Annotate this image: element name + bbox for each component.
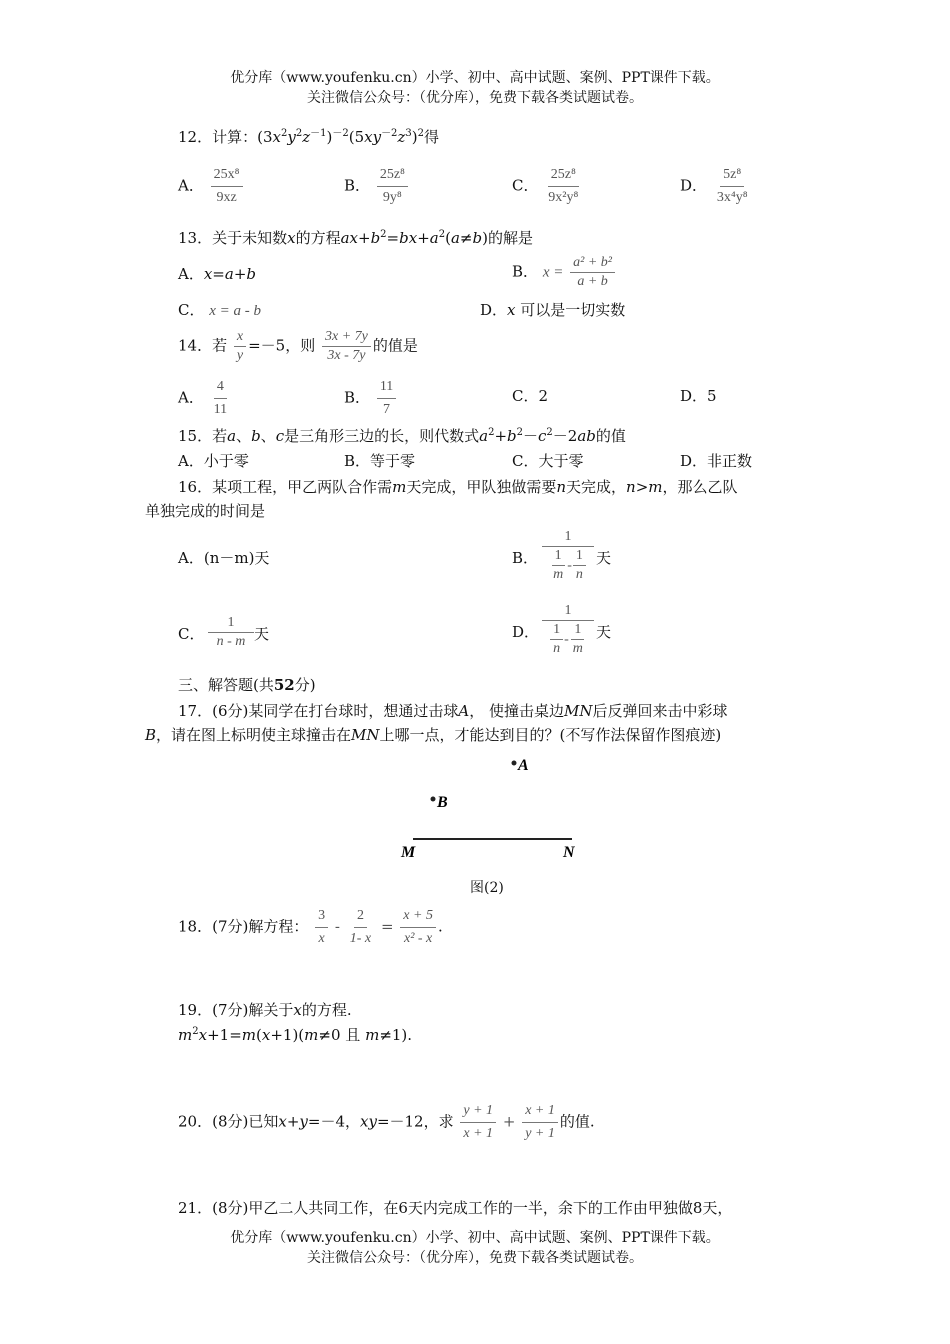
q17-text-e: 上哪一点，才能达到目的？(不写作法保留作图痕迹) [379,726,722,744]
section-title-end: 分) [294,676,316,694]
option-label: B． [512,549,539,567]
section-points: 52 [273,676,295,694]
unit-text: 天 [596,549,612,567]
figure-caption: 图(2) [470,880,504,896]
page-footer [0,1228,950,1268]
option-text: (n－m)天 [203,549,270,567]
q14-option-a [178,376,232,421]
denominator: x² - x [403,931,433,946]
q16-text-c: 天完成， [566,478,627,496]
label-m: M [401,844,416,861]
denominator: a + b [577,274,608,289]
q12-option-a [178,164,245,209]
numerator: x [234,328,246,347]
fraction [211,376,230,421]
option-label: C． [178,625,205,643]
numerator: 1 [573,547,586,566]
denominator: 9xz [216,190,237,205]
q21-stem: 21．(8分)甲乙二人共同工作，在6天内完成工作的一半，余下的工作由甲独做8天， [178,1199,733,1217]
numerator: 4 [214,376,227,399]
ball-b-point [431,797,436,802]
q13-option-c [178,300,261,321]
numerator: 2 [354,905,367,928]
fraction [714,164,751,209]
option-label: C． [512,387,539,405]
q17-text-c: 后反弹回来击中彩球 [592,702,728,720]
denominator: m [572,641,583,656]
header-line-1: 优分库（www.youfenku.cn）小学、初中、高中试题、案例、PPT课件下载。 [230,70,720,86]
denominator: $\frac{1}{m}$ - $\frac{1}{n}$ [550,547,586,584]
q14-option-b [344,376,398,421]
q14-mid: =－5，则 [248,336,316,355]
unit-text: 天 [254,625,270,643]
denominator: n - m [216,634,246,649]
option-label: A． [178,549,204,567]
denominator: 9x²y⁸ [548,190,579,205]
q17-text-a: 17．(6分)某同学在打台球时，想通过击球 [178,702,459,720]
q18-stem: 18．(7分)解方程： $\frac{3}{x}$ - $\frac{2}{1- x}$ = $\frac{x + 5}{\text{x² - x}}$ . [178,905,443,950]
denominator: 9y⁸ [382,190,402,205]
numerator: x + 5 [400,905,436,928]
q15-option-b: B．等于零 [344,452,416,470]
q13-stem: 13．关于未知数x的方程$ax+b^2=bx+a^2(a\ne b)$的解是 [178,229,533,247]
option-text: 2 [538,387,549,405]
option-label: B． [344,176,371,195]
complex-fraction [542,528,594,584]
option-text: 5 [707,387,717,405]
numerator: y + 1 [460,1100,496,1123]
q19-text-b: 的方程. [301,1001,352,1019]
q12-suffix: 得 [423,128,439,146]
fraction [234,328,246,365]
q13-prefix: 13．关于未知数 [178,229,288,247]
q19-stem-line-1: 19．(7分)解关于x的方程. [178,1001,352,1019]
q17-text-d: ，请在图上标明使主球撞击在 [156,726,352,744]
option-text: x = a - b [209,303,262,319]
q17-stem-line-2: B，请在图上标明使主球撞击在MN上哪一点，才能达到目的？(不写作法保留作图痕迹) [145,726,722,744]
q15-suffix: 的值 [595,427,626,445]
q15-stem: 15．若a、b、c是三角形三边的长，则代数式$a^2+b^2-c^2-2ab$的值 [178,427,626,445]
option-label: D． [680,387,708,405]
q14-prefix: 14．若 [178,336,228,355]
label-n: N [563,844,575,861]
numerator: 3 [315,905,328,928]
numerator: 1 [208,614,254,633]
numerator: 1 [571,621,584,640]
fraction [377,376,396,421]
option-label: D． [680,176,708,195]
q12-option-d [680,164,753,209]
billiard-diagram [395,755,595,875]
q14-stem [178,328,418,365]
q17-figure [395,755,595,875]
q13-option-b [512,254,617,291]
ball-a-point [512,761,517,766]
denominator: n [553,641,561,656]
q15-option-a: A．小于零 [178,452,249,470]
q13-suffix: 的解是 [487,229,533,247]
q16-option-a [178,548,269,568]
section-3-title [178,675,316,695]
label-b: B [437,794,448,811]
q12-stem: 12．计算：$(3x^2y^2z^{-1})^{-2}(5xy^{-2}z^3)^2$得 [178,128,439,146]
denominator: 3x - 7y [327,348,366,363]
denominator: 11 [213,402,228,417]
q20-stem: 20．(8分)已知x+y=－4，xy=－12，求 $\frac{y + 1}{x + 1}$ + $\frac{x + 1}{y + 1}$ 的值. [178,1100,595,1145]
numerator: 11 [377,376,396,399]
numerator: 3x + 7y [322,328,371,347]
option-label: B． [344,388,371,407]
fraction [550,621,563,658]
denominator: 1- x [349,931,372,946]
q15-mid: 是三角形三边的长，则代数式 [284,427,480,445]
option-label: A． [178,388,204,407]
numerator: 1 [552,547,565,566]
footer-line-2: 关注微信公众号：（优分库），免费下载各类试题试卷。 [307,1250,643,1266]
fraction [377,164,408,209]
q12-prefix: 12．计算： [178,128,258,146]
q14-option-c [512,386,548,406]
numerator: 1 [550,621,563,640]
numerator: 1 [542,602,594,621]
fraction [211,164,243,209]
denominator: y + 1 [525,1126,555,1141]
q18-prefix: 18．(7分)解方程： [178,917,309,936]
option-text: x=a+b [203,265,256,283]
fraction [522,1100,558,1145]
page-header [0,68,950,108]
q16-text-b: 天完成，甲队独做需要 [406,478,557,496]
q19-and: 且 [345,1026,361,1044]
fraction [315,905,328,950]
q16-text-d: ，那么乙队 [662,478,738,496]
q16-stem-line-1: 16．某项工程，甲乙两队合作需m天完成，甲队独做需要n天完成，n>m，那么乙队 [178,478,738,496]
denominator: x + 1 [463,1126,494,1141]
numerator: 25z⁸ [548,164,579,187]
fraction [347,905,374,950]
option-text: 可以是一切实数 [520,301,626,319]
option-label: C． [512,176,539,195]
option-label: C． [178,301,205,319]
denominator: m [553,567,564,582]
label-a: A [518,757,529,774]
q15-prefix: 15．若 [178,427,228,445]
q13-mid: 的方程 [295,229,341,247]
numerator: x + 1 [522,1100,558,1123]
denominator: $\frac{1}{n}$ - $\frac{1}{m}$ [550,621,586,658]
numerator: a² + b² [570,254,615,273]
q17-text-b: ， 使撞击桌边 [469,702,564,720]
option-label: A． [178,265,204,283]
fraction [550,547,566,584]
option-label: D． [512,623,540,641]
section-title-text: 三、解答题(共 [178,676,274,694]
fraction [573,547,586,584]
q12-option-b [344,164,410,209]
fraction [460,1100,496,1145]
q13-option-a [178,264,256,284]
unit-text: 天 [596,623,612,641]
header-line-2: 关注微信公众号：（优分库），免费下载各类试题试卷。 [307,90,643,106]
q19-stem-line-2: $m^2x+1=m(x+1)(m\ne 0$ 且 m≠1). [178,1026,413,1044]
q15-option-d: D．非正数 [680,452,753,470]
q20-suffix: 的值. [559,1112,595,1131]
option-label: D． [480,301,508,319]
q19-text-a: 19．(7分)解关于 [178,1001,294,1019]
numerator: 5z⁸ [720,164,744,187]
q18-end: . [437,917,443,936]
numerator: 25x⁸ [211,164,243,187]
denominator: x [318,931,325,946]
fraction [400,905,436,950]
q17-stem-line-1: 17．(6分)某同学在打台球时，想通过击球A， 使撞击桌边MN后反弹回来击中彩球 [178,702,728,720]
fraction [570,254,615,291]
q12-option-c [512,164,583,209]
q15-option-c: C．大于零 [512,452,584,470]
q14-option-d [680,386,717,406]
fraction [545,164,581,209]
denominator: n [575,567,583,582]
denominator: 7 [383,402,391,417]
denominator: y [236,348,244,363]
option-lhs: x = [542,264,564,281]
fraction [322,328,371,365]
q16-text-a: 16．某项工程，甲乙两队合作需 [178,478,393,496]
fraction [570,621,586,658]
q13-option-d: D．x 可以是一切实数 [480,301,626,319]
footer-line-1: 优分库（www.youfenku.cn）小学、初中、高中试题、案例、PPT课件下载。 [230,1230,720,1246]
numerator: 1 [542,528,594,547]
complex-fraction [542,602,594,658]
numerator: 25z⁸ [377,164,408,187]
q19-end: . [407,1026,413,1044]
fraction [208,614,254,651]
option-label: A． [178,176,204,195]
q20-prefix: 20．(8分)已知 [178,1112,279,1131]
q16-stem-line-2: 单独完成的时间是 [145,502,266,520]
denominator: 3x⁴y⁸ [716,190,748,205]
q14-suffix: 的值是 [372,336,418,355]
option-label: B． [512,262,539,281]
